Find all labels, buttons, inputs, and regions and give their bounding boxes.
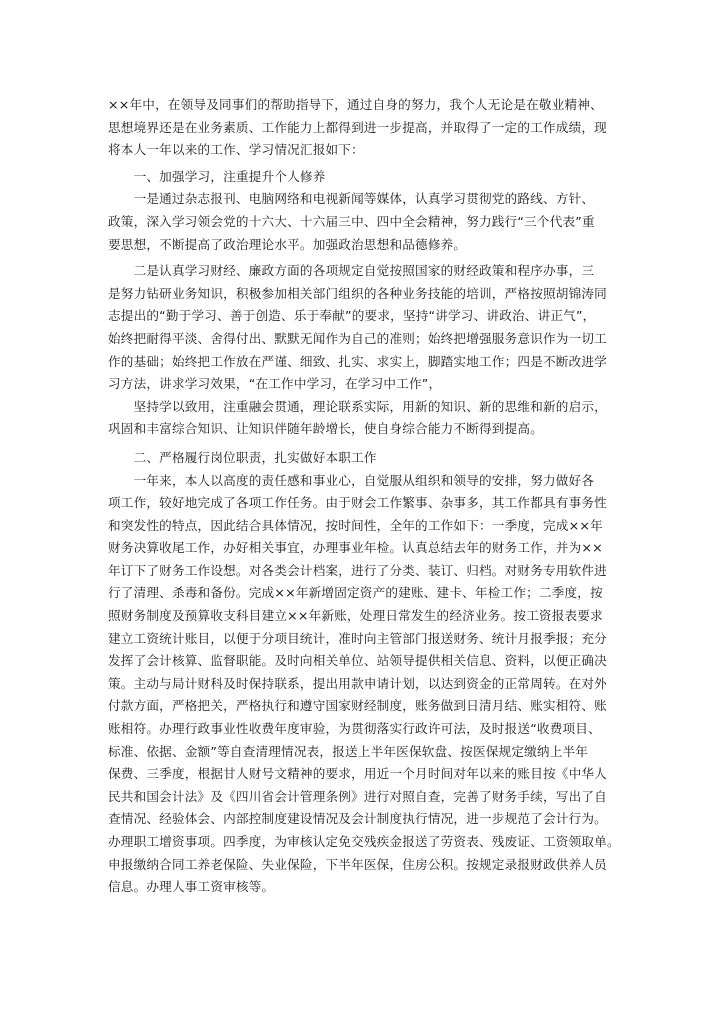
text-line: 和突发性的特点，因此结合具体情况，按时间性，全年的工作如下：一季度，完成××年: [108, 517, 603, 533]
paragraph-intro: [108, 94, 620, 162]
paragraph-section-2: [108, 447, 620, 921]
text-line: 查情况、经验体会、内部控制度建设情况及会计制度执行情况，进一步规范了会计行为。: [108, 811, 607, 827]
document-body: [108, 94, 620, 925]
text-line: 习方法，讲求学习效果，“在工作中学习，在学习中工作”，: [108, 376, 442, 392]
text-line: 坚持学以致用，注重融会贯通，理论联系实际，用新的知识、新的思维和新的启示，: [108, 398, 607, 414]
text-line: 财务决算收尾工作，办好相关事宜，办理事业年检。认真总结去年的财务工作，并为××: [108, 540, 603, 556]
text-line: 年订下了财务工作设想。对各类会计档案，进行了分类、装订、归档。对财务专用软件进: [108, 562, 607, 578]
text-line: 发挥了会计核算、监督职能。及时向相关单位、站领导提供相关信息、资料，以便正确决: [108, 653, 607, 669]
paragraph-study: [108, 260, 620, 441]
text-line: 项工作，较好地完成了各项工作任务。由于财会工作繁事、杂事多，其工作都具有事务性: [108, 495, 607, 511]
text-line: ××年中，在领导及同事们的帮助指导下，通过自身的努力，我个人无论是在敬业精神、: [108, 97, 603, 112]
text-line: 政策，深入学习领会党的十六大、十六届三中、四中全会精神，努力践行“三个代表”重: [108, 213, 595, 229]
text-line: 建立工资统计账目，以便于分项目统计，准时向主管部门报送财务、统计月报季报；充分: [108, 630, 607, 646]
section-heading: 一、加强学习，注重提升个人修养: [108, 168, 326, 184]
text-line: 二是认真学习财经、廉政方面的各项规定自觉按照国家的财经政策和程序办事，三: [108, 263, 595, 279]
text-line: 照财务制度及预算收支科目建立××年新账，处理日常发生的经济业务。按工资报表要求: [108, 608, 603, 624]
text-line: 是努力钻研业务知识，积极参加相关部门组织的各种业务技能的培训，严格按照胡锦涛同: [108, 285, 607, 301]
text-line: 一是通过杂志报刊、电脑网络和电视新闻等媒体，认真学习贯彻党的路线、方针、: [108, 191, 595, 207]
text-line: 民共和国会计法》及《四川省会计管理条例》进行对照自查，完善了财务手续，写出了自: [108, 788, 607, 804]
text-line: 志提出的“勤于学习、善于创造、乐于奉献”的要求，坚持“讲学习、讲政治、讲正气”，: [108, 308, 596, 324]
text-line: 要思想，不断提高了政治理论水平。加强政治思想和品德修养。: [108, 236, 467, 252]
text-line: 保费、三季度，根据甘人财号文精神的要求，用近一个月时间对年以来的账目按《中华人: [108, 766, 607, 782]
paragraph-section-1: [108, 166, 620, 256]
text-line: 标准、依据、金额”等自查清理情况表，报送上半年医保软盘、按医保规定缴纳上半年: [108, 743, 589, 759]
text-line: 申报缴纳合同工养老保险、失业保险，下半年医保，住房公积。按规定录报财政供养人员: [108, 856, 607, 872]
text-line: 始终把耐得平淡、舍得付出、默默无闻作为自己的准则；始终把增强服务意识作为一切工: [108, 330, 607, 346]
text-line: 巩固和丰富综合知识、让知识伴随年龄增长，使自身综合能力不断得到提高。: [108, 421, 543, 437]
text-line: [108, 899, 620, 922]
text-line: 作的基础；始终把工作放在严谨、细致、扎实、求实上，脚踏实地工作；四是不断改进学: [108, 353, 607, 369]
text-line: 信息。办理人事工资审核等。: [108, 879, 275, 895]
text-line: 行了清理、杀毒和备份。完成××年新增固定资产的建账、建卡、年检工作；二季度，按: [108, 585, 603, 601]
text-line: 付款方面，严格把关，严格执行和遵守国家财经制度，账务做到日清月结、账实相符、账: [108, 698, 607, 714]
section-heading: 二、严格履行岗位职责，扎实做好本职工作: [108, 449, 377, 465]
text-line: 思想境界还是在业务素质、工作能力上都得到进一步提高，并取得了一定的工作成绩，现: [108, 119, 607, 135]
text-line: 账相符。办理行政事业性收费年度审验，为贯彻落实行政许可法，及时报送“收费项目、: [108, 721, 601, 737]
text-line: 策。主动与局计财科及时保持联系，提出用款申请计划，以达到资金的正常周转。在对外: [108, 675, 607, 691]
text-line: 一年来，本人以高度的责任感和事业心，自觉服从组织和领导的安排，努力做好各: [108, 472, 595, 488]
text-line: 将本人一年以来的工作、学习情况汇报如下：: [108, 142, 364, 158]
text-line: 办理职工增资事项。四季度，为审核认定免交残疾金报送了劳资表、残废证、工资领取单。: [108, 834, 620, 849]
